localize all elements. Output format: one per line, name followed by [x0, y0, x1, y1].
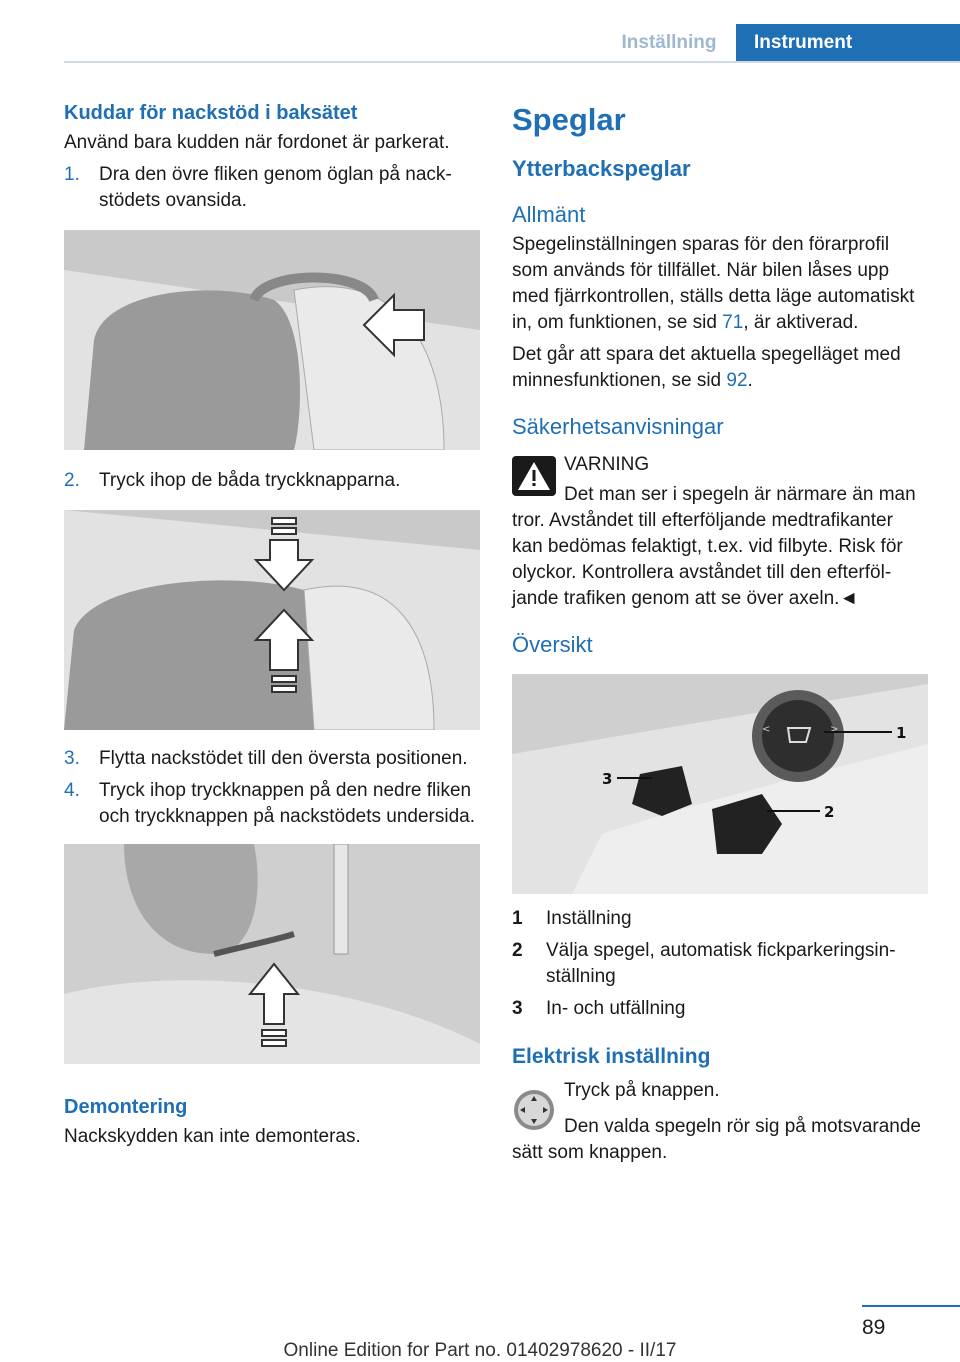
removal-heading: Demontering — [64, 1096, 188, 1118]
step-2 — [64, 468, 480, 494]
general-paragraph-1 — [512, 232, 928, 336]
legend-number: 1 — [512, 908, 523, 929]
general-paragraph-2 — [512, 342, 928, 394]
legend-item-1 — [512, 906, 928, 932]
page-number: 89 — [862, 1316, 886, 1339]
header-rule — [64, 61, 960, 63]
step-3 — [64, 746, 480, 772]
callout-1: 1 — [896, 724, 907, 742]
legend-list — [512, 906, 928, 1022]
lower-tab-illustration — [64, 844, 480, 1064]
callout-2: 2 — [824, 803, 835, 821]
headrest-intro: Använd bara kudden när fordonet är parkerat. — [64, 132, 450, 153]
step-text: Flytta nackstödet till den översta positionen. — [99, 748, 468, 769]
warning-text: Det man ser i spegeln är närmare än man tror. Avståndet till efterföljande medtrafikanter kan bedömas felaktigt, t.ex. vid filbyte. Risk för olyckor. Kontrollera avståndet till den efterföljande trafiken genom att se över axeln.◄ — [512, 484, 916, 609]
header-section-tab[interactable]: Inställning — [621, 32, 717, 53]
step-1 — [64, 162, 480, 214]
edition-note: Online Edition for Part no. 01402978620 - II/17 — [283, 1340, 677, 1361]
step-text: Tryck ihop de båda tryckknapparna. — [99, 470, 401, 491]
step-text: Dra den övre fliken genom öglan på nackstödets ovansida. — [99, 164, 452, 211]
legend-item-3 — [512, 996, 928, 1022]
right-column — [512, 100, 928, 1172]
general-p1-text-a: Spegelinställningen sparas för den förarprofil som används för tillfället. När bilen låses upp med fjärrkontrollen, ställs detta läge automatiskt in, om funktionen, se sid — [512, 234, 915, 333]
step-number: 2. — [64, 470, 80, 491]
electric-p1: Tryck på knappen. — [564, 1080, 720, 1101]
overview-heading: Översikt — [512, 632, 593, 657]
general-p1-text-b: , är aktiverad. — [743, 312, 859, 333]
electric-adjust-heading: Elektrisk inställning — [512, 1045, 711, 1068]
step-text: Tryck ihop tryckknappen på den nedre fliken och tryckknappen på nackstödets undersida. — [99, 780, 476, 827]
safety-heading: Säkerhetsanvisningar — [512, 414, 724, 439]
page-ref-71-link[interactable]: 71 — [722, 312, 744, 333]
step-number: 3. — [64, 748, 80, 769]
warning-block — [512, 452, 928, 612]
left-column — [64, 100, 480, 1156]
mirror-adjust-button-icon — [512, 1088, 556, 1132]
svg-text:>: > — [830, 724, 839, 735]
legend-text: Välja spegel, automatisk fickparkeringsinställning — [546, 940, 896, 987]
warning-label: VARNING — [564, 454, 650, 475]
removal-text: Nackskydden kan inte demonteras. — [64, 1126, 361, 1147]
warning-triangle-icon — [512, 456, 556, 496]
mirrors-title: Speglar — [512, 102, 626, 137]
legend-item-2 — [512, 938, 928, 990]
footer-rule — [862, 1305, 960, 1307]
step-number: 1. — [64, 164, 80, 185]
svg-text:<: < — [762, 724, 771, 735]
callout-3: 3 — [602, 770, 613, 788]
general-p2-text-a: Det går att spara det aktuella spegelläget med minnesfunktionen, se sid — [512, 344, 901, 391]
step-number: 4. — [64, 780, 80, 801]
general-heading: Allmänt — [512, 202, 586, 227]
legend-text: In- och utfällning — [546, 998, 686, 1019]
step-4 — [64, 778, 480, 830]
exterior-mirrors-heading: Ytterbackspeglar — [512, 156, 691, 181]
legend-text: Inställning — [546, 908, 632, 929]
electric-p2: Den valda spegeln rör sig på motsvarande sätt som knappen. — [512, 1116, 921, 1163]
mirror-controls-illustration — [512, 674, 928, 894]
headrest-tab-illustration — [64, 230, 480, 450]
page-ref-92-link[interactable]: 92 — [726, 370, 748, 391]
legend-number: 3 — [512, 998, 523, 1019]
header-chapter-tab[interactable]: Instrument — [736, 24, 960, 62]
headrest-cushion-heading: Kuddar för nackstöd i baksätet — [64, 102, 358, 124]
legend-number: 2 — [512, 940, 523, 961]
push-buttons-illustration — [64, 510, 480, 730]
general-p2-text-b: . — [747, 370, 753, 391]
